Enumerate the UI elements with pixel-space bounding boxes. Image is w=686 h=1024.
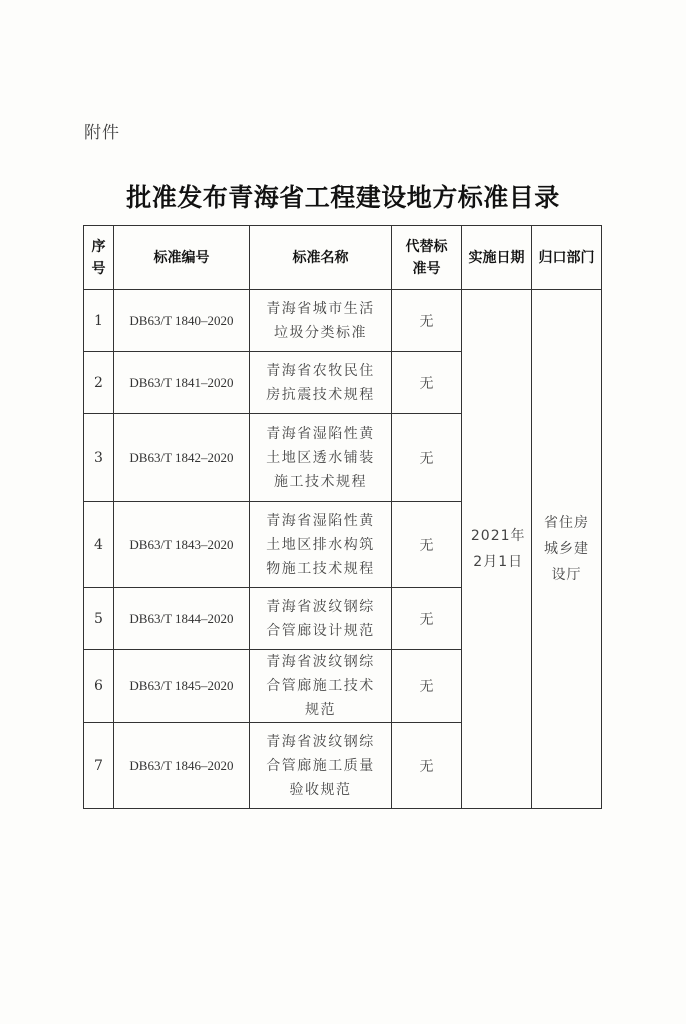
header-code: 标准编号 [114,226,250,290]
row-index: 6 [84,650,114,723]
row-code: DB63/T 1844–2020 [114,588,250,650]
effective-date-cell: 2021年2月1日 [462,290,532,809]
department-cell: 省住房城乡建设厅 [532,290,602,809]
header-replaces: 代替标准号 [392,226,462,290]
row-index: 2 [84,352,114,414]
table-row [84,290,602,352]
row-name: 青海省波纹钢综合管廊施工技术规范 [250,650,392,723]
header-name: 标准名称 [250,226,392,290]
row-code: DB63/T 1843–2020 [114,502,250,588]
attachment-label: 附件 [84,123,120,143]
row-code: DB63/T 1842–2020 [114,414,250,502]
row-name: 青海省波纹钢综合管廊施工质量验收规范 [250,723,392,809]
row-code: DB63/T 1840–2020 [114,290,250,352]
row-name: 青海省农牧民住房抗震技术规程 [250,352,392,414]
row-index: 7 [84,723,114,809]
row-name: 青海省波纹钢综合管廊设计规范 [250,588,392,650]
row-replaces: 无 [392,414,462,502]
row-index: 5 [84,588,114,650]
row-name: 青海省湿陷性黄土地区排水构筑物施工技术规程 [250,502,392,588]
row-replaces: 无 [392,290,462,352]
row-name: 青海省城市生活垃圾分类标准 [250,290,392,352]
row-replaces: 无 [392,723,462,809]
header-department: 归口部门 [532,226,602,290]
table-header-row [84,226,602,290]
row-replaces: 无 [392,352,462,414]
standards-table [83,225,602,809]
row-replaces: 无 [392,588,462,650]
row-replaces: 无 [392,650,462,723]
row-replaces: 无 [392,502,462,588]
row-index: 1 [84,290,114,352]
row-code: DB63/T 1841–2020 [114,352,250,414]
row-code: DB63/T 1845–2020 [114,650,250,723]
row-index: 3 [84,414,114,502]
header-index: 序号 [84,226,114,290]
header-effective-date: 实施日期 [462,226,532,290]
page-title: 批准发布青海省工程建设地方标准目录 [126,183,560,212]
row-name: 青海省湿陷性黄土地区透水铺装施工技术规程 [250,414,392,502]
row-code: DB63/T 1846–2020 [114,723,250,809]
row-index: 4 [84,502,114,588]
